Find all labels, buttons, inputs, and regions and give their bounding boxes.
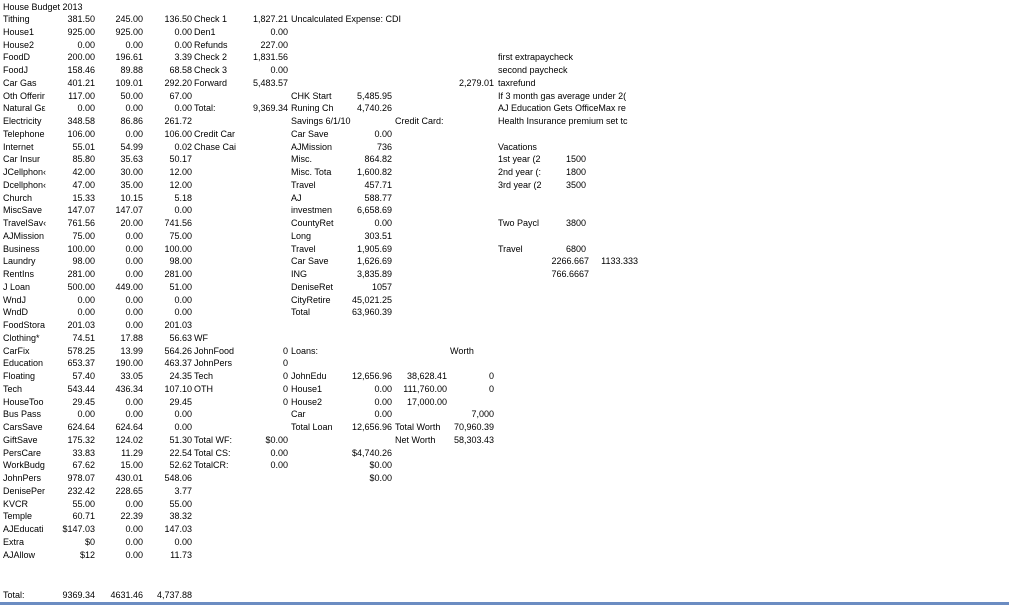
category-name[interactable]: J Loan xyxy=(3,281,31,292)
savings-item-value[interactable]: 3,835.89 xyxy=(356,269,392,279)
category-remaining[interactable]: 51.00 xyxy=(169,281,192,292)
calc-2[interactable]: 1133.333 xyxy=(601,256,638,267)
income-value[interactable]: 1,827.21 xyxy=(252,14,288,24)
cash-value[interactable]: $4,740.26 xyxy=(351,447,392,458)
category-name[interactable]: JohnPers xyxy=(3,473,42,483)
zero-value[interactable]: 0 xyxy=(282,396,288,407)
income-label[interactable]: Check 2 xyxy=(194,52,228,63)
category-remaining[interactable]: 0.00 xyxy=(174,205,192,216)
running-label[interactable]: Runing Ch xyxy=(291,103,334,114)
category-remaining[interactable]: 98.00 xyxy=(169,256,192,267)
income-value[interactable]: 5,483.57 xyxy=(252,77,288,88)
category-budget[interactable]: 281.00 xyxy=(67,269,95,279)
category-budget[interactable]: 0.00 xyxy=(77,409,95,420)
category-spent[interactable]: 13.99 xyxy=(120,345,143,356)
category-remaining[interactable]: 67.00 xyxy=(169,90,192,101)
category-name[interactable]: Electricity xyxy=(3,116,42,126)
summary-total-value[interactable]: 0.00 xyxy=(270,447,288,458)
chk-start-label[interactable]: CHK Start xyxy=(291,90,332,101)
category-name[interactable]: Bus Pass xyxy=(3,409,42,420)
note-line[interactable]: Health Insurance premium set tc xyxy=(498,116,628,126)
category-budget[interactable]: 201.03 xyxy=(67,320,95,330)
category-spent[interactable]: 0.00 xyxy=(125,128,143,139)
category-spent[interactable]: 0.00 xyxy=(125,498,143,509)
vacation-label[interactable]: 2nd year (: xyxy=(498,167,542,177)
category-remaining[interactable]: 68.58 xyxy=(169,65,192,75)
category-spent[interactable]: 624.64 xyxy=(115,422,143,432)
category-name[interactable]: WndJ xyxy=(3,294,27,305)
income-label[interactable]: Refunds xyxy=(194,39,228,50)
cash-value[interactable]: $0.00 xyxy=(369,473,392,483)
loan-label[interactable]: House1 xyxy=(291,383,323,394)
category-budget[interactable]: 100.00 xyxy=(67,243,95,254)
vacation-value[interactable]: 1500 xyxy=(566,154,587,165)
income-value[interactable]: 9,369.34 xyxy=(252,103,288,114)
savings-item-label[interactable]: Misc. xyxy=(291,154,312,165)
category-spent[interactable]: 0.00 xyxy=(125,269,143,279)
category-name[interactable]: Car Gas xyxy=(3,77,37,88)
category-spent[interactable]: 430.01 xyxy=(115,473,143,483)
total-loan-value[interactable]: 12,656.96 xyxy=(351,422,392,432)
category-budget[interactable]: 98.00 xyxy=(72,256,95,267)
note-line[interactable]: first extrapaycheck xyxy=(498,52,574,63)
category-budget[interactable]: 42.00 xyxy=(72,167,95,177)
category-remaining[interactable]: 281.00 xyxy=(164,269,192,279)
savings-item-value[interactable]: 63,960.39 xyxy=(351,307,392,318)
sheet-title[interactable]: House Budget 2013 xyxy=(3,2,83,12)
loan-label[interactable]: Car xyxy=(291,409,306,420)
category-remaining[interactable]: 564.26 xyxy=(164,345,192,356)
category-spent[interactable]: 0.00 xyxy=(125,536,143,547)
vacation-value[interactable]: 1800 xyxy=(566,167,587,177)
savings-item-label[interactable]: Total xyxy=(291,307,311,318)
category-name[interactable]: FoodJ xyxy=(3,65,29,75)
category-remaining[interactable]: 100.00 xyxy=(164,243,192,254)
category-remaining[interactable]: 106.00 xyxy=(164,128,192,139)
category-spent[interactable]: 22.39 xyxy=(120,511,143,522)
category-name[interactable]: Floating xyxy=(3,371,36,381)
category-remaining[interactable]: 0.00 xyxy=(174,536,192,547)
loans-header[interactable]: Loans: xyxy=(291,345,319,356)
savings-item-value[interactable]: 736 xyxy=(376,141,392,152)
category-spent[interactable]: 0.00 xyxy=(125,320,143,330)
zero-value[interactable]: 0 xyxy=(282,345,288,356)
zero-value[interactable]: 0 xyxy=(282,383,288,394)
category-spent[interactable]: 54.99 xyxy=(120,141,143,152)
category-budget[interactable]: 158.46 xyxy=(67,65,95,75)
category-budget[interactable]: 55.01 xyxy=(72,141,95,152)
income-value[interactable]: 227.00 xyxy=(260,39,288,50)
category-name[interactable]: Telephone xyxy=(3,128,45,139)
total-remaining[interactable]: 4,737.88 xyxy=(156,590,192,600)
category-name[interactable]: FoodD xyxy=(3,52,31,63)
income-value[interactable]: 0.00 xyxy=(270,26,288,37)
savings-item-value[interactable]: 45,021.25 xyxy=(351,294,392,305)
vacations-header[interactable]: Vacations xyxy=(498,141,537,152)
category-remaining[interactable]: 136.50 xyxy=(164,14,192,24)
category-remaining[interactable]: 0.00 xyxy=(174,294,192,305)
wf-label[interactable]: JohnPers xyxy=(194,358,233,369)
category-remaining[interactable]: 51.30 xyxy=(169,434,192,445)
category-name[interactable]: Business xyxy=(3,243,40,254)
category-budget[interactable]: 0.00 xyxy=(77,307,95,318)
income-label[interactable]: Den1 xyxy=(194,26,216,37)
category-remaining[interactable]: 3.77 xyxy=(174,485,192,496)
category-budget[interactable]: 0.00 xyxy=(77,103,95,114)
category-remaining[interactable]: 50.17 xyxy=(169,154,192,165)
wf-label[interactable]: Tech xyxy=(194,371,214,381)
category-remaining[interactable]: 107.10 xyxy=(164,383,192,394)
category-spent[interactable]: 33.05 xyxy=(120,371,143,381)
category-spent[interactable]: 35.63 xyxy=(120,154,143,165)
total-budget[interactable]: 9369.34 xyxy=(62,590,95,600)
zero-value[interactable]: 0 xyxy=(282,358,288,369)
category-spent[interactable]: 10.15 xyxy=(120,192,143,203)
category-budget[interactable]: 175.32 xyxy=(67,434,95,445)
category-name[interactable]: AJMission xyxy=(3,230,45,241)
category-budget[interactable]: 67.62 xyxy=(72,460,95,471)
travel-value[interactable]: 6800 xyxy=(566,243,587,254)
category-spent[interactable]: 147.07 xyxy=(115,205,143,216)
category-spent[interactable]: 0.00 xyxy=(125,294,143,305)
category-remaining[interactable]: 0.00 xyxy=(174,409,192,420)
category-remaining[interactable]: 52.62 xyxy=(169,460,192,471)
category-spent[interactable]: 0.00 xyxy=(125,396,143,407)
category-budget[interactable]: 200.00 xyxy=(67,52,95,63)
category-name[interactable]: Internet xyxy=(3,141,34,152)
savings-item-label[interactable]: Misc. Tota xyxy=(291,167,332,177)
category-budget[interactable]: $0 xyxy=(84,536,95,547)
loan-worth[interactable]: 111,760.00 xyxy=(403,383,447,394)
zero-value[interactable]: 0 xyxy=(282,371,288,381)
category-name[interactable]: WorkBudg xyxy=(3,460,45,471)
category-budget[interactable]: 57.40 xyxy=(72,371,95,381)
cash-value[interactable]: $0.00 xyxy=(369,460,392,471)
loan-balance[interactable]: 0.00 xyxy=(374,396,392,407)
category-name[interactable]: Tech xyxy=(3,383,23,394)
category-spent[interactable]: 0.00 xyxy=(125,256,143,267)
category-name[interactable]: Extra xyxy=(3,536,25,547)
category-budget[interactable]: 348.58 xyxy=(67,116,95,126)
category-name[interactable]: WndD xyxy=(3,307,29,318)
category-remaining[interactable]: 24.35 xyxy=(169,371,192,381)
wf-label[interactable]: OTH xyxy=(194,383,213,394)
category-budget[interactable]: 0.00 xyxy=(77,39,95,50)
category-spent[interactable]: 35.00 xyxy=(120,179,143,190)
loan-worth[interactable] xyxy=(394,408,447,420)
category-budget[interactable]: 578.25 xyxy=(67,345,95,356)
summary-total-value[interactable]: 0.00 xyxy=(270,460,288,471)
category-spent[interactable]: 0.00 xyxy=(125,409,143,420)
category-remaining[interactable]: 201.03 xyxy=(164,320,192,330)
category-name[interactable]: RentIns xyxy=(3,269,35,279)
wf-label[interactable]: JohnFood xyxy=(194,345,235,356)
calc-3[interactable]: 766.6667 xyxy=(551,269,589,279)
summary-total-label[interactable]: TotalCR: xyxy=(194,460,229,471)
loan-balance[interactable]: 0.00 xyxy=(374,409,392,420)
total-worth-value[interactable]: 70,960.39 xyxy=(453,422,494,432)
category-spent[interactable]: 124.02 xyxy=(115,434,143,445)
category-spent[interactable]: 86.86 xyxy=(120,116,143,126)
loan-label[interactable]: JohnEdu xyxy=(291,371,327,381)
category-budget[interactable]: 75.00 xyxy=(72,230,95,241)
category-name[interactable]: Temple xyxy=(3,511,33,522)
category-name[interactable]: PersCare xyxy=(3,447,42,458)
category-name[interactable]: Education xyxy=(3,358,44,369)
savings-item-label[interactable]: Long xyxy=(291,230,312,241)
category-budget[interactable]: 147.07 xyxy=(67,205,95,216)
category-name[interactable]: CarsSave xyxy=(3,422,43,432)
category-budget[interactable]: 543.44 xyxy=(67,383,95,394)
savings-item-value[interactable]: 0.00 xyxy=(374,218,392,228)
credit-card-label[interactable]: Credit Card: xyxy=(395,116,444,126)
category-budget[interactable]: 55.00 xyxy=(72,498,95,509)
category-remaining[interactable]: 22.54 xyxy=(169,447,192,458)
category-name[interactable]: GiftSave xyxy=(3,434,38,445)
total-worth-label[interactable]: Total Worth xyxy=(395,422,441,432)
category-spent[interactable]: 228.65 xyxy=(115,485,143,496)
category-budget[interactable]: $12 xyxy=(79,549,95,560)
savings-item-label[interactable]: AJMission xyxy=(291,141,333,152)
category-remaining[interactable]: 147.03 xyxy=(164,524,192,534)
savings-item-label[interactable]: ING xyxy=(291,269,308,279)
summary-total-value[interactable]: $0.00 xyxy=(265,434,288,445)
category-budget[interactable]: 500.00 xyxy=(67,281,95,292)
category-name[interactable]: Church xyxy=(3,192,33,203)
vacation-label[interactable]: 1st year (2 xyxy=(498,154,541,165)
vacation-value[interactable]: 3500 xyxy=(566,179,587,190)
category-budget[interactable]: 33.83 xyxy=(72,447,95,458)
category-remaining[interactable]: 3.39 xyxy=(174,52,192,63)
income-label[interactable]: Total: xyxy=(194,103,216,114)
savings-item-label[interactable]: Car Save xyxy=(291,128,329,139)
category-name[interactable]: Car Insur xyxy=(3,154,41,165)
travel-label[interactable]: Travel xyxy=(498,243,523,254)
savings-item-value[interactable]: 1,626.69 xyxy=(356,256,392,267)
loan-extra[interactable]: 0 xyxy=(488,383,494,394)
two-pay-value[interactable]: 3800 xyxy=(566,218,587,228)
category-spent[interactable]: 0.00 xyxy=(125,243,143,254)
category-spent[interactable]: 0.00 xyxy=(125,524,143,534)
category-name[interactable]: TravelSav‹ xyxy=(3,218,47,228)
income-value[interactable]: 0.00 xyxy=(270,65,288,75)
category-remaining[interactable]: 741.56 xyxy=(164,218,192,228)
savings-item-value[interactable]: 588.77 xyxy=(364,192,392,203)
category-remaining[interactable]: 0.02 xyxy=(174,141,192,152)
category-spent[interactable]: 89.88 xyxy=(120,65,143,75)
loan-balance[interactable]: 12,656.96 xyxy=(351,371,392,381)
income-value[interactable]: 1,831.56 xyxy=(252,52,288,63)
uncalculated-expense[interactable]: Uncalculated Expense: CDI xyxy=(291,14,402,24)
two-pay-label[interactable]: Two Paycl xyxy=(498,218,540,228)
total-label[interactable]: Total: xyxy=(3,590,25,600)
loan-balance[interactable]: 0.00 xyxy=(374,383,392,394)
note-line[interactable]: If 3 month gas average under 2( xyxy=(498,90,627,101)
chk-start-value[interactable]: 5,485.95 xyxy=(356,90,392,101)
category-remaining[interactable]: 56.63 xyxy=(169,332,192,343)
savings-item-value[interactable]: 457.71 xyxy=(364,179,392,190)
side-label-credit-card[interactable]: Credit Car xyxy=(194,128,236,139)
savings-item-value[interactable]: 1057 xyxy=(371,281,392,292)
category-budget[interactable]: 624.64 xyxy=(67,422,95,432)
category-spent[interactable]: 0.00 xyxy=(125,230,143,241)
category-remaining[interactable]: 548.06 xyxy=(164,473,192,483)
savings-item-value[interactable]: 6,658.69 xyxy=(356,205,392,216)
savings-item-label[interactable]: CityRetire xyxy=(291,294,331,305)
category-spent[interactable]: 925.00 xyxy=(115,26,143,37)
category-remaining[interactable]: 0.00 xyxy=(174,39,192,50)
category-remaining[interactable]: 5.18 xyxy=(174,192,192,203)
category-name[interactable]: DenisePer xyxy=(3,485,46,496)
running-value[interactable]: 4,740.26 xyxy=(356,103,392,114)
category-remaining[interactable]: 0.00 xyxy=(174,26,192,37)
category-budget[interactable]: 106.00 xyxy=(67,128,95,139)
category-name[interactable]: MiscSave xyxy=(3,205,43,216)
category-budget[interactable]: 653.37 xyxy=(67,358,95,369)
category-spent[interactable]: 0.00 xyxy=(125,549,143,560)
savings-item-value[interactable]: 864.82 xyxy=(364,154,392,165)
category-remaining[interactable]: 463.37 xyxy=(164,358,192,369)
category-name[interactable]: FoodStora xyxy=(3,320,46,330)
net-worth-value[interactable]: 58,303.43 xyxy=(453,434,494,445)
category-budget[interactable]: 47.00 xyxy=(72,179,95,190)
category-remaining[interactable]: 0.00 xyxy=(174,422,192,432)
category-budget[interactable]: 232.42 xyxy=(67,485,95,496)
category-name[interactable]: Clothing* xyxy=(3,332,40,343)
category-remaining[interactable]: 292.20 xyxy=(164,77,192,88)
category-spent[interactable]: 11.29 xyxy=(121,447,143,458)
category-budget[interactable]: 60.71 xyxy=(72,511,95,522)
category-name[interactable]: Tithing xyxy=(3,14,30,24)
category-name[interactable]: AJAllow xyxy=(3,549,36,560)
loan-extra[interactable]: 0 xyxy=(488,371,494,381)
wf-label[interactable]: WF xyxy=(194,332,208,343)
category-budget[interactable]: 0.00 xyxy=(77,294,95,305)
category-budget[interactable]: 74.51 xyxy=(72,332,95,343)
side-label-chase[interactable]: Chase Cai xyxy=(194,141,237,152)
category-name[interactable]: House2 xyxy=(3,39,35,50)
loan-label[interactable]: House2 xyxy=(291,396,323,407)
category-remaining[interactable]: 12.00 xyxy=(169,167,192,177)
category-name[interactable]: JCellphon‹ xyxy=(3,167,47,177)
category-remaining[interactable]: 0.00 xyxy=(174,307,192,318)
category-remaining[interactable]: 261.72 xyxy=(164,116,192,126)
category-remaining[interactable]: 55.00 xyxy=(169,498,192,509)
category-spent[interactable]: 109.01 xyxy=(115,77,143,88)
category-name[interactable]: House1 xyxy=(3,26,35,37)
category-spent[interactable]: 245.00 xyxy=(115,14,143,24)
category-remaining[interactable]: 12.00 xyxy=(169,179,192,190)
category-budget[interactable]: 761.56 xyxy=(67,218,95,228)
total-loan-label[interactable]: Total Loan xyxy=(291,422,333,432)
category-spent[interactable]: 0.00 xyxy=(125,307,143,318)
category-name[interactable]: KVCR xyxy=(3,498,29,509)
category-budget[interactable]: $147.03 xyxy=(62,524,95,534)
note-line[interactable]: second paycheck xyxy=(498,65,568,75)
loan-extra[interactable]: 7,000 xyxy=(471,409,494,420)
category-remaining[interactable]: 11.73 xyxy=(170,549,192,560)
category-budget[interactable]: 381.50 xyxy=(67,14,95,24)
savings-item-value[interactable]: 1,600.82 xyxy=(356,167,392,177)
category-budget[interactable]: 117.00 xyxy=(68,90,95,101)
category-spent[interactable]: 0.00 xyxy=(125,103,143,114)
category-spent[interactable]: 50.00 xyxy=(120,90,143,101)
net-worth-label[interactable]: Net Worth xyxy=(395,434,436,445)
vacation-label[interactable]: 3rd year (2 xyxy=(498,179,542,190)
category-budget[interactable]: 15.33 xyxy=(72,192,95,203)
category-budget[interactable]: 29.45 xyxy=(72,396,95,407)
category-name[interactable]: Dcellphon‹ xyxy=(3,179,47,190)
category-remaining[interactable]: 29.45 xyxy=(169,396,192,407)
category-budget[interactable]: 925.00 xyxy=(67,26,95,37)
savings-item-value[interactable]: 1,905.69 xyxy=(356,243,392,254)
category-name[interactable]: Laundry xyxy=(3,256,36,267)
savings-item-label[interactable]: investmen xyxy=(291,205,333,216)
summary-total-label[interactable]: Total CS: xyxy=(194,447,231,458)
loan-extra[interactable] xyxy=(452,396,494,408)
category-name[interactable]: AJEducati xyxy=(3,524,44,534)
category-spent[interactable]: 15.00 xyxy=(120,460,143,471)
savings-item-label[interactable]: Travel xyxy=(291,179,316,190)
savings-item-value[interactable]: 0.00 xyxy=(374,128,392,139)
category-name[interactable]: Oth Offerir xyxy=(3,90,45,101)
category-remaining[interactable]: 75.00 xyxy=(169,230,192,241)
loan-worth[interactable]: 17,000.00 xyxy=(406,396,447,407)
income-label[interactable]: Check 1 xyxy=(194,14,228,24)
category-name[interactable]: HouseToo xyxy=(3,396,44,407)
category-remaining[interactable]: 0.00 xyxy=(174,103,192,114)
category-spent[interactable]: 17.88 xyxy=(120,332,143,343)
savings-item-label[interactable]: AJ xyxy=(291,192,302,203)
summary-total-label[interactable]: Total WF: xyxy=(194,434,233,445)
loan-worth[interactable]: 38,628.41 xyxy=(406,371,447,381)
category-remaining[interactable]: 38.32 xyxy=(169,511,192,522)
total-spent[interactable]: 4631.46 xyxy=(110,590,143,600)
income-label[interactable]: Forward xyxy=(194,77,228,88)
category-budget[interactable]: 85.80 xyxy=(72,154,95,165)
note-line[interactable]: AJ Education Gets OfficeMax re xyxy=(498,103,626,114)
category-budget[interactable]: 978.07 xyxy=(67,473,95,483)
savings-item-label[interactable]: Travel xyxy=(291,243,316,254)
category-name[interactable]: CarFix xyxy=(3,345,30,356)
category-spent[interactable]: 0.00 xyxy=(125,39,143,50)
taxrefund-value[interactable]: 2,279.01 xyxy=(458,77,494,88)
income-label[interactable]: Check 3 xyxy=(194,65,228,75)
savings-item-value[interactable]: 303.51 xyxy=(364,230,392,241)
worth-header[interactable]: Worth xyxy=(450,345,474,356)
calc-1[interactable]: 2266.667 xyxy=(551,256,589,267)
category-budget[interactable]: 401.21 xyxy=(67,77,95,88)
category-spent[interactable]: 436.34 xyxy=(115,383,143,394)
savings-item-label[interactable]: DeniseRet xyxy=(291,281,334,292)
category-spent[interactable]: 196.61 xyxy=(115,52,143,63)
savings-item-label[interactable]: CountyRet xyxy=(291,218,334,228)
category-name[interactable]: Natural Gε xyxy=(3,103,46,114)
savings-item-label[interactable]: Car Save xyxy=(291,256,329,267)
category-spent[interactable]: 30.00 xyxy=(120,167,143,177)
category-spent[interactable]: 190.00 xyxy=(115,358,143,369)
category-spent[interactable]: 449.00 xyxy=(115,281,143,292)
category-spent[interactable]: 20.00 xyxy=(120,218,143,228)
note-line[interactable]: taxrefund xyxy=(498,77,536,88)
savings-label[interactable]: Savings 6/1/10 xyxy=(291,116,351,126)
